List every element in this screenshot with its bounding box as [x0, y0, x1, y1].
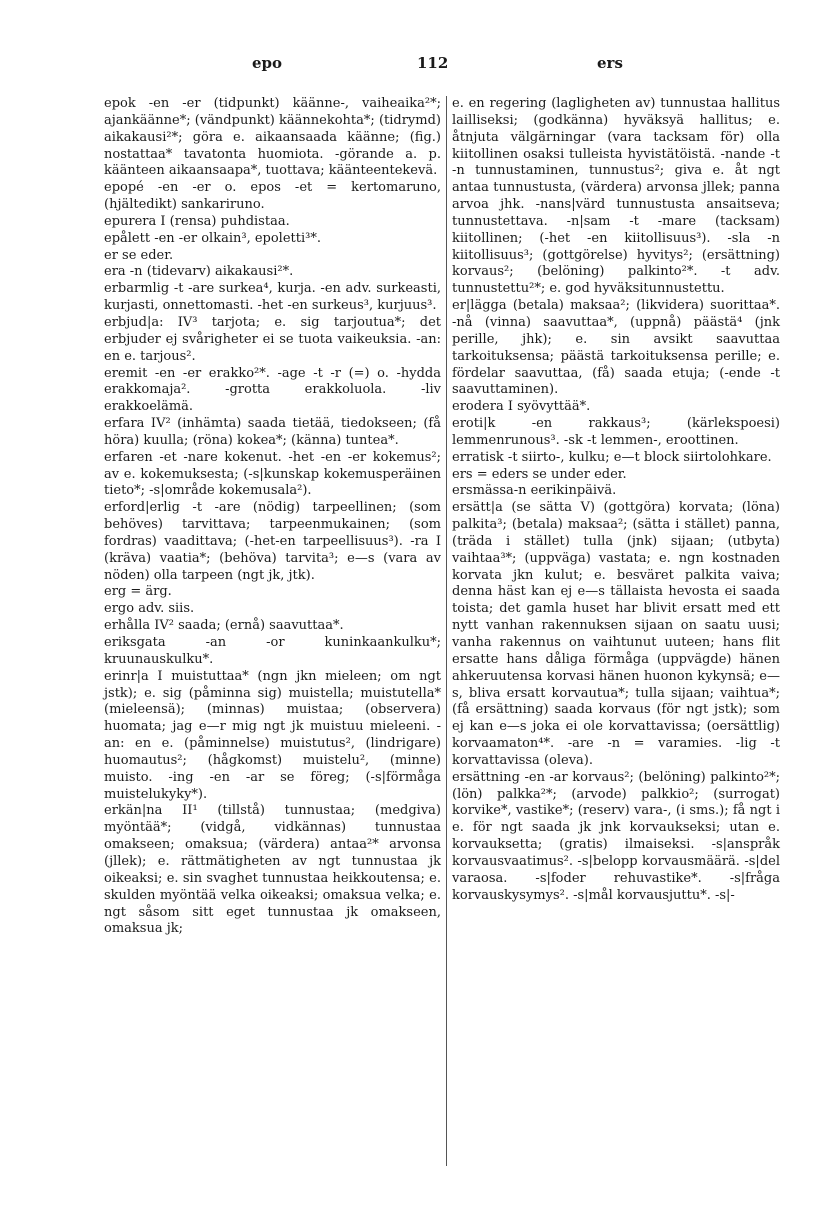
left-column [104, 96, 441, 938]
dictionary-entry: epopé -en -er o. epos -et = kertomaruno, (hjältedikt) sankariruno. [104, 180, 441, 213]
dictionary-entry: er|lägga (betala) maksaa²; (likvidera) suorittaa*. -nå (vinna) saavuttaa*, (uppnå) päästä⁴ (jnk perille, jhk); e. sin avsikt saavuttaa tarkoituksensa; päästä tarkoituksensa perille; e. fördelar saavuttaa, (få) saada etuja; (-ende -t saavuttaminen). [452, 298, 780, 398]
right-column [452, 96, 780, 905]
dictionary-entry: erbarmlig -t -are surkea⁴, kurja. -en adv. surkeasti, kurjasti, onnettomasti. -het -en surkeus³, kurjuus³. [104, 281, 441, 314]
dictionary-entry: ersättning -en -ar korvaus²; (belöning) palkinto²*; (lön) palkka²*; (arvode) palkkio²; (surrogat) korvike*, vastike*; (reserv) vara-, (i sms.); få ngt i e. för ngt saada jk jnk korvaukseksi; utan e. korvauksetta; (gratis) ilmaiseksi. -s|anspråk korvausvaatimus². -s|belopp korvausmäärä. -s|del varaosa. -s|foder rehuvastike*. -s|fråga korvauskysymys². -s|mål korvausjuttu*. -s|- [452, 769, 780, 903]
dictionary-entry: e. en regering (lagligheten av) tunnustaa hallitus lailliseksi; (godkänna) hyväksyä hallitus; e. åtnjuta välgärningar (vara tacksam för) olla kiitollinen osaksi tulleista hyvistätöistä. -nande -t -n tunnustaminen, tunnustus²; giva e. åt ngt antaa tunnustusta, (värdera) arvonsa jllek; panna arvoa jhk. -nans|värd tunnustusta ansaitseva; tunnustettava. -n|sam -t -mare (tacksam) kiitollinen; (-het -en kiitollisuus³). -sla -n kiitollisuus³; (gottgörelse) hyvitys²; (ersättning) korvaus²; (belöning) palkinto²*. -t adv. tunnustettu²*; e. god hyväksitunnustettu. [452, 96, 780, 297]
dictionary-entry: era -n (tidevarv) aikakausi²*. [104, 264, 294, 280]
dictionary-entry: ers = eders se under eder. [452, 466, 627, 482]
dictionary-entry: erbjud|a: IV³ tarjota; e. sig tarjoutua*; det erbjuder ej svårigheter ei se tuota vaikeuksia. -an: en e. tarjous². [104, 314, 441, 364]
dictionary-entry: erinr|a I muistuttaa* (ngn jkn mieleen; om ngt jstk); e. sig (påminna sig) muistella; muistutella* (mieleensä); (minnas) muistaa; (observera) huomata; jag e—r mig ngt jk muistuu mieleeni. -an: en e. (påminnelse) muistutus², (lindrigare) huomautus²; (hågkomst) muistelu², (minne) muisto. -ing -en -ar se föreg; (-s|förmåga muistelukyky*). [104, 668, 441, 802]
dictionary-entry: erford|erlig -t -are (nödig) tarpeellinen; (som behöves) tarvittava; tarpeenmukainen; (som fordras) vaadittava; (-het-en tarpeellisuus³). -ra I (kräva) vaatia*; (behöva) tarvita³; e—s (vara av nöden) olla tarpeen (ngt jk, jtk). [104, 500, 441, 583]
running-header [0, 54, 816, 78]
dictionary-entry: er se eder. [104, 247, 174, 263]
dictionary-entry: epok -en -er (tidpunkt) käänne-, vaiheaika²*; ajankäänne*; (vändpunkt) käännekohta*; (tidrymd) aikakausi²*; göra e. aikaansaada käänne; (fig.) nostattaa* tavatonta huomiota. -görande a. p. käänteen aikaansaapa*, tuottava; käänteentekevä. [104, 96, 441, 179]
dictionary-entry: erg = ärg. [104, 584, 172, 600]
dictionary-entry: ersmässa-n eerikinpäivä. [452, 483, 617, 499]
dictionary-entry: epurera I (rensa) puhdistaa. [104, 213, 290, 229]
dictionary-entry: erhålla IV² saada; (ernå) saavuttaa*. [104, 618, 344, 634]
dictionary-entry: epålett -en -er olkain³, epoletti³*. [104, 230, 321, 246]
dictionary-entry: erkän|na II¹ (tillstå) tunnustaa; (medgiva) myöntää*; (vidgå, vidkännas) tunnustaa omakseen; omaksua; (värdera) antaa²* arvonsa (jllek); e. rättmätigheten av ngt tunnustaa jk oikeaksi; e. sin svaghet tunnustaa heikkoutensa; e. skulden myöntää velka oikeaksi; omaksua velka; e. ngt såsom sitt eget tunnustaa jk omakseen, omaksua jk; [104, 803, 441, 937]
dictionary-entry: ersätt|a (se sätta V) (gottgöra) korvata; (löna) palkita³; (betala) maksaa²; (sätta i stället) panna, (träda i stället) tulla (jnk) sijaan; (utbyta) vaihtaa³*; (uppväga) vastata; e. ngn kostnaden korvata jkn kulut; e. besväret palkita vaiva; denna häst kan ej e—s tällaista hevosta ei saada toista; det gamla huset har blivit ersatt med ett nytt vanhan rakennuksen sijaan on saatu uusi; vanha rakennus on vaihtunut uuteen; hans flit ersatte hans dåliga förmåga (uppvägde) hänen ahkeruutensa korvasi hänen huonon kykynsä; e—s, bliva ersatt korvautua*; tulla sijaan; vaihtua*; (få ersättning) saada korvaus (för ngt jstk); som ej kan e—s joka ei ole korvattavissa; (oersättlig) korvaamaton⁴*. -are -n = varamies. -lig -t korvattavissa (oleva). [452, 500, 780, 768]
dictionary-entry: erodera I syövyttää*. [452, 399, 591, 415]
page-number: 112 [417, 54, 449, 72]
dictionary-entry: eriksgata -an -or kuninkaankulku*; kruunauskulku*. [104, 635, 441, 667]
dictionary-entry: erfara IV² (inhämta) saada tietää, tiedokseen; (få höra) kuulla; (röna) kokea*; (känna) tuntea*. [104, 416, 441, 448]
dictionary-entry: eremit -en -er erakko²*. -age -t -r (=) o. -hydda erakkomaja². -grotta erakkoluola. -liv erakkoelämä. [104, 365, 441, 415]
dictionary-entry: erfaren -et -nare kokenut. -het -en -er kokemus²; av e. kokemuksesta; (-s|kunskap kokemusperäinen tieto*; -s|område kokemusala²). [104, 449, 441, 499]
dictionary-entry: ergo adv. siis. [104, 601, 195, 617]
dictionary-entry: eroti|k -en rakkaus³; (kärlekspoesi) lemmenrunous³. -sk -t lemmen-, eroottinen. [452, 416, 780, 448]
guide-word-left: epo [252, 54, 283, 72]
column-divider [446, 96, 447, 1166]
dictionary-entry: erratisk -t siirto-, kulku; e—t block siirtolohkare. [452, 449, 772, 465]
guide-word-right: ers [597, 54, 623, 72]
